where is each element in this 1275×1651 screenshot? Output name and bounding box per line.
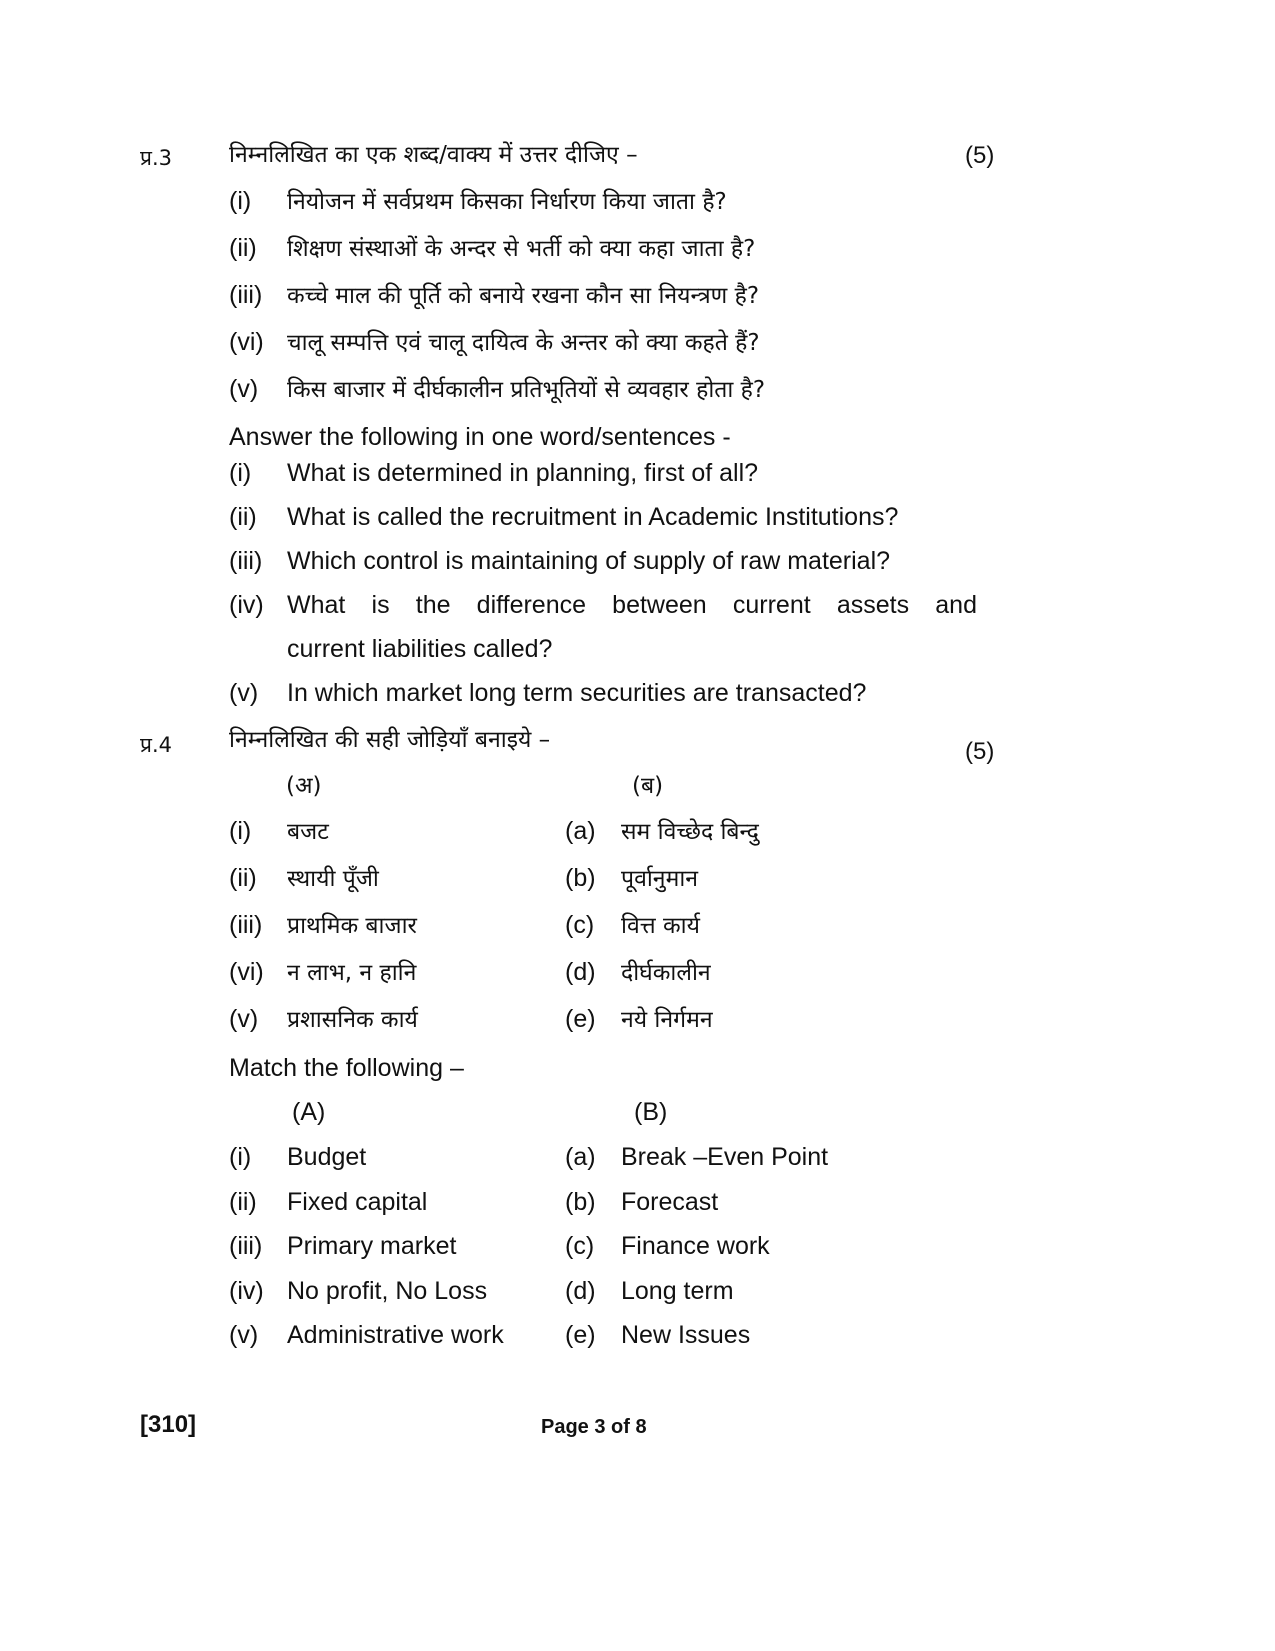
item-number: (v) bbox=[229, 375, 259, 403]
q4-marks: (5) bbox=[965, 738, 995, 765]
item-number: (iii) bbox=[229, 281, 263, 309]
table-row bbox=[229, 957, 929, 1004]
right-term: नये निर्गमन bbox=[621, 1007, 713, 1033]
right-term: New Issues bbox=[621, 1321, 751, 1349]
row-letter: (d) bbox=[565, 958, 596, 986]
left-term: No profit, No Loss bbox=[287, 1276, 488, 1305]
row-letter: (e) bbox=[565, 1005, 596, 1033]
left-term: स्थायी पूँजी bbox=[287, 866, 379, 892]
row-number: (ii) bbox=[229, 1187, 257, 1216]
table-row bbox=[229, 1231, 929, 1276]
q3-english-list bbox=[229, 458, 977, 722]
item-text: नियोजन में सर्वप्रथम किसका निर्धारण किया जाता है? bbox=[287, 189, 727, 215]
row-number: (i) bbox=[229, 1143, 252, 1171]
row-letter: (c) bbox=[565, 911, 595, 939]
right-term: पूर्वानुमान bbox=[621, 866, 699, 892]
right-term: Break –Even Point bbox=[621, 1143, 829, 1171]
item-number: (ii) bbox=[229, 234, 257, 262]
item-text: किस बाजार में दीर्घकालीन प्रतिभूतियों से व्यवहार होता है? bbox=[287, 377, 766, 403]
left-term: Budget bbox=[287, 1143, 367, 1171]
left-term: बजट bbox=[287, 819, 329, 845]
row-letter: (a) bbox=[565, 1143, 596, 1171]
q4-english-match-table bbox=[229, 1142, 929, 1365]
q4-number: प्र.4 bbox=[140, 733, 172, 757]
item-number: (iv) bbox=[229, 591, 264, 619]
item-text: चालू सम्पत्ति एवं चालू दायित्व के अन्तर को क्या कहते हैं? bbox=[287, 330, 760, 356]
row-letter: (c) bbox=[565, 1232, 595, 1260]
row-number: (i) bbox=[229, 817, 252, 845]
right-term: Finance work bbox=[621, 1232, 770, 1260]
table-row bbox=[229, 1276, 929, 1321]
item-number: (iii) bbox=[229, 547, 263, 575]
list-item bbox=[229, 233, 765, 280]
q4-hindi-match-table bbox=[229, 816, 929, 1051]
row-number: (v) bbox=[229, 1005, 259, 1033]
left-term: Fixed capital bbox=[287, 1187, 428, 1216]
table-row bbox=[229, 1142, 929, 1187]
item-text: What is called the recruitment in Academic Institutions? bbox=[287, 503, 899, 531]
list-item bbox=[229, 546, 977, 590]
q3-hindi-list bbox=[229, 186, 765, 421]
right-term: सम विच्छेद बिन्दु bbox=[621, 819, 759, 845]
left-term: Administrative work bbox=[287, 1321, 504, 1349]
right-term: Long term bbox=[621, 1276, 734, 1305]
row-letter: (d) bbox=[565, 1276, 596, 1305]
q3-instruction-english: Answer the following in one word/sentences - bbox=[229, 423, 731, 451]
left-term: प्रशासनिक कार्य bbox=[287, 1007, 418, 1033]
column-b-heading-hindi: (ब) bbox=[632, 773, 664, 799]
column-a-heading-english: (A) bbox=[292, 1098, 326, 1126]
column-b-heading-english: (B) bbox=[634, 1098, 668, 1126]
list-item bbox=[229, 678, 977, 722]
list-item bbox=[229, 374, 765, 421]
table-row bbox=[229, 1004, 929, 1051]
q3-marks: (5) bbox=[965, 142, 995, 169]
page-number: Page 3 of 8 bbox=[541, 1416, 647, 1438]
item-text: What is determined in planning, first of all? bbox=[287, 459, 759, 487]
right-term: Forecast bbox=[621, 1187, 719, 1216]
item-text: कच्चे माल की पूर्ति को बनाये रखना कौन सा नियन्त्रण है? bbox=[287, 283, 760, 309]
row-letter: (e) bbox=[565, 1321, 596, 1349]
item-number: (v) bbox=[229, 679, 259, 707]
item-number: (ii) bbox=[229, 503, 257, 531]
paper-code: [310] bbox=[140, 1411, 197, 1438]
item-text: In which market long term securities are transacted? bbox=[287, 679, 867, 707]
table-row bbox=[229, 816, 929, 863]
table-row bbox=[229, 863, 929, 910]
list-item bbox=[229, 327, 765, 374]
item-text: Which control is maintaining of supply of raw material? bbox=[287, 547, 891, 575]
q4-instruction-hindi: निम्नलिखित की सही जोड़ियाँ बनाइये – bbox=[229, 727, 551, 753]
table-row bbox=[229, 910, 929, 957]
list-item-continuation bbox=[229, 634, 977, 678]
right-term: दीर्घकालीन bbox=[621, 960, 711, 986]
item-text: What is the difference between current assets and bbox=[287, 591, 977, 619]
left-term: Primary market bbox=[287, 1232, 457, 1260]
row-number: (iii) bbox=[229, 1232, 263, 1260]
item-number: (vi) bbox=[229, 328, 264, 356]
right-term: वित्त कार्य bbox=[621, 913, 700, 939]
item-number: (i) bbox=[229, 459, 252, 487]
row-number: (vi) bbox=[229, 958, 264, 986]
list-item bbox=[229, 186, 765, 233]
list-item bbox=[229, 280, 765, 327]
row-letter: (a) bbox=[565, 817, 596, 845]
item-text: शिक्षण संस्थाओं के अन्दर से भर्ती को क्या कहा जाता है? bbox=[287, 236, 756, 262]
q3-number: प्र.3 bbox=[140, 146, 172, 170]
row-number: (v) bbox=[229, 1321, 259, 1349]
left-term: प्राथमिक बाजार bbox=[287, 913, 417, 939]
left-term: न लाभ, न हानि bbox=[287, 960, 417, 986]
table-row bbox=[229, 1187, 929, 1232]
row-letter: (b) bbox=[565, 1187, 596, 1216]
row-number: (iii) bbox=[229, 911, 263, 939]
item-text: current liabilities called? bbox=[287, 635, 553, 663]
list-item bbox=[229, 590, 977, 634]
column-a-heading-hindi: (अ) bbox=[286, 773, 322, 799]
row-letter: (b) bbox=[565, 864, 596, 892]
row-number: (ii) bbox=[229, 864, 257, 892]
list-item bbox=[229, 502, 977, 546]
table-row bbox=[229, 1320, 929, 1365]
q3-instruction-hindi: निम्नलिखित का एक शब्द/वाक्य में उत्तर दीजिए – bbox=[229, 142, 638, 168]
q4-instruction-english: Match the following – bbox=[229, 1054, 464, 1082]
item-number: (i) bbox=[229, 187, 252, 215]
row-number: (iv) bbox=[229, 1276, 264, 1305]
list-item bbox=[229, 458, 977, 502]
